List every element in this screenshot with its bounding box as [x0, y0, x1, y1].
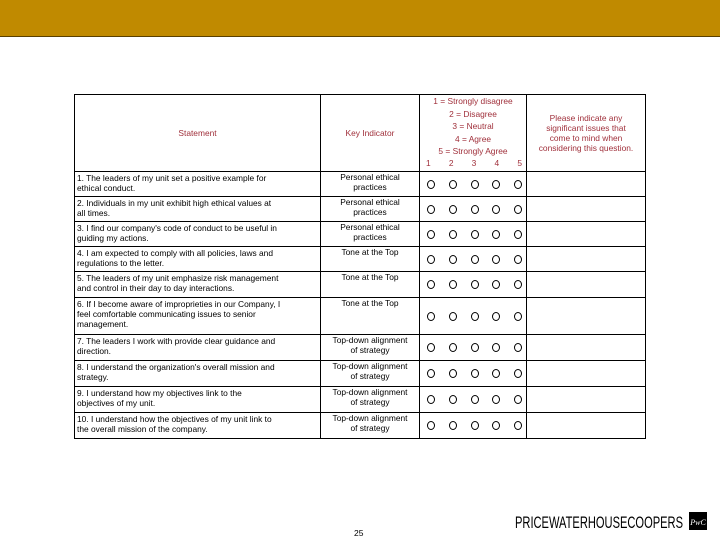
rating-option-3-radio[interactable] — [471, 280, 479, 289]
rating-option-4-radio[interactable] — [492, 205, 500, 214]
issues-cell[interactable] — [527, 197, 646, 222]
rating-option-3-radio[interactable] — [471, 312, 479, 321]
rating-cell — [420, 197, 527, 222]
rating-option-4-radio[interactable] — [492, 180, 500, 189]
issues-cell[interactable] — [527, 361, 646, 387]
rating-option-2-radio[interactable] — [449, 205, 457, 214]
rating-option-5-radio[interactable] — [514, 312, 522, 321]
rating-option-5-radio[interactable] — [514, 395, 522, 404]
statement-header: Statement — [75, 95, 321, 172]
statement-line: 7. The leaders I work with provide clear guidance and — [77, 336, 276, 346]
issues-cell[interactable] — [527, 247, 646, 272]
rating-option-5-radio[interactable] — [514, 180, 522, 189]
key-indicator-line: Personal ethical — [340, 222, 400, 232]
rating-option-3-radio[interactable] — [471, 205, 479, 214]
rating-option-3-radio[interactable] — [471, 180, 479, 189]
scale-label-line: 2 = Disagree — [449, 108, 497, 119]
rating-option-1-radio[interactable] — [427, 230, 435, 239]
key-indicator-cell — [321, 361, 420, 387]
rating-scale-legend — [420, 95, 526, 158]
key-indicator-cell — [321, 413, 420, 439]
key-indicator-cell — [321, 172, 420, 197]
page-number: 25 — [354, 528, 364, 538]
issues-header-line: come to mind when — [549, 133, 623, 143]
rating-option-1-radio[interactable] — [427, 180, 435, 189]
rating-cell — [420, 222, 527, 247]
rating-option-1-radio[interactable] — [427, 205, 435, 214]
issues-cell[interactable] — [527, 413, 646, 439]
rating-option-4-radio[interactable] — [492, 395, 500, 404]
issues-header-line: Please indicate any — [549, 112, 623, 123]
scale-label-line: 4 = Agree — [454, 133, 492, 144]
rating-option-3-radio[interactable] — [471, 369, 479, 378]
rating-option-5-radio[interactable] — [514, 369, 522, 378]
statement-line: 3. I find our company's code of conduct to be useful in — [77, 223, 277, 233]
statement-line: the overall mission of the company. — [77, 424, 208, 435]
scale-label-line: 5 = Strongly Agree — [438, 146, 508, 157]
scale-number: 3 — [471, 157, 477, 168]
issues-header-line: considering this question. — [538, 143, 634, 154]
statement-line: 2. Individuals in my unit exhibit high ethical values at — [77, 198, 272, 208]
rating-option-2-radio[interactable] — [449, 180, 457, 189]
rating-option-1-radio[interactable] — [427, 280, 435, 289]
statement-line: 8. I understand the organization's overall mission and — [77, 362, 275, 372]
rating-cell — [420, 361, 527, 387]
statement-cell — [75, 335, 321, 361]
statement-line: management. — [77, 319, 129, 330]
key-indicator-line: of strategy — [350, 397, 390, 408]
statement-line: 4. I am expected to comply with all policies, laws and — [77, 248, 273, 258]
key-indicator-cell — [321, 272, 420, 298]
rating-option-3-radio[interactable] — [471, 395, 479, 404]
table-row — [75, 272, 646, 298]
table-row — [75, 361, 646, 387]
statement-line: 9. I understand how my objectives link to the — [77, 388, 242, 398]
rating-option-2-radio[interactable] — [449, 255, 457, 264]
rating-cell — [420, 413, 527, 439]
rating-option-2-radio[interactable] — [449, 230, 457, 239]
rating-option-1-radio[interactable] — [427, 421, 435, 430]
key-indicator-header: Key Indicator — [321, 95, 420, 172]
rating-option-1-radio[interactable] — [427, 312, 435, 321]
issues-cell[interactable] — [527, 335, 646, 361]
pricewaterhousecoopers-logo — [515, 509, 710, 531]
rating-cell — [420, 335, 527, 361]
rating-cell — [420, 387, 527, 413]
statement-cell — [75, 172, 321, 197]
statement-line: strategy. — [77, 372, 109, 383]
logo-mark-text: PwC — [690, 518, 706, 527]
rating-option-4-radio[interactable] — [492, 312, 500, 321]
statement-line: guiding my actions. — [77, 233, 149, 244]
table-row — [75, 413, 646, 439]
statement-line: objectives of my unit. — [77, 398, 156, 409]
statement-line: regulations to the letter. — [77, 258, 165, 269]
key-indicator-line: practices — [353, 207, 387, 218]
rating-cell — [420, 298, 527, 335]
statement-cell — [75, 222, 321, 247]
issues-cell[interactable] — [527, 222, 646, 247]
statement-cell — [75, 361, 321, 387]
key-indicator-line: of strategy — [350, 423, 390, 434]
rating-option-2-radio[interactable] — [449, 280, 457, 289]
key-indicator-line: practices — [353, 182, 387, 193]
table-row — [75, 298, 646, 335]
key-indicator-line: Personal ethical — [340, 172, 400, 182]
rating-option-2-radio[interactable] — [449, 369, 457, 378]
key-indicator-line: Top-down alignment — [332, 413, 408, 423]
rating-option-5-radio[interactable] — [514, 343, 522, 352]
rating-option-5-radio[interactable] — [514, 205, 522, 214]
scale-number: 1 — [426, 157, 431, 168]
key-indicator-line: Top-down alignment — [332, 387, 408, 397]
table-row — [75, 247, 646, 272]
rating-option-5-radio[interactable] — [514, 280, 522, 289]
key-indicator-line: Top-down alignment — [332, 335, 408, 345]
rating-scale-numbers — [420, 158, 526, 169]
rating-option-4-radio[interactable] — [492, 343, 500, 352]
statement-cell — [75, 197, 321, 222]
rating-option-5-radio[interactable] — [514, 230, 522, 239]
rating-option-5-radio[interactable] — [514, 421, 522, 430]
statement-line: 5. The leaders of my unit emphasize risk management — [77, 273, 279, 283]
statement-line: ethical conduct. — [77, 183, 136, 194]
issues-cell[interactable] — [527, 298, 646, 335]
scale-label-line: 1 = Strongly disagree — [433, 96, 513, 106]
rating-option-3-radio[interactable] — [471, 343, 479, 352]
statement-line: feel comfortable communicating issues to senior — [77, 309, 256, 320]
statement-line: 6. If I become aware of improprieties in our Company, I — [77, 299, 281, 309]
rating-option-4-radio[interactable] — [492, 230, 500, 239]
statement-line: all times. — [77, 208, 111, 219]
issues-header-line: significant issues that — [546, 122, 626, 133]
table-row — [75, 387, 646, 413]
key-indicator-line: of strategy — [350, 371, 390, 382]
rating-option-4-radio[interactable] — [492, 369, 500, 378]
key-indicator-line: practices — [353, 232, 387, 243]
key-indicator-cell — [321, 247, 420, 272]
key-indicator-line: of strategy — [350, 345, 390, 356]
key-indicator-cell — [321, 222, 420, 247]
header-bar — [0, 0, 720, 37]
key-indicator-cell — [321, 387, 420, 413]
statement-cell — [75, 387, 321, 413]
rating-option-2-radio[interactable] — [449, 343, 457, 352]
scale-number: 2 — [448, 157, 454, 168]
key-indicator-line: Tone at the Top — [341, 247, 399, 257]
scale-label-line: 3 = Neutral — [452, 121, 494, 132]
rating-option-5-radio[interactable] — [514, 255, 522, 264]
key-indicator-cell — [321, 197, 420, 222]
statement-line: direction. — [77, 346, 111, 357]
statement-cell — [75, 247, 321, 272]
rating-option-3-radio[interactable] — [471, 255, 479, 264]
statement-cell — [75, 413, 321, 439]
rating-option-4-radio[interactable] — [492, 255, 500, 264]
table-row — [75, 222, 646, 247]
rating-option-4-radio[interactable] — [492, 421, 500, 430]
statement-cell — [75, 272, 321, 298]
scale-number: 4 — [494, 157, 500, 168]
rating-option-1-radio[interactable] — [427, 343, 435, 352]
scale-number: 5 — [517, 157, 522, 168]
table-row — [75, 335, 646, 361]
rating-cell — [420, 272, 527, 298]
rating-option-3-radio[interactable] — [471, 421, 479, 430]
key-indicator-line: Personal ethical — [340, 197, 400, 207]
key-indicator-line: Tone at the Top — [341, 272, 399, 282]
statement-cell — [75, 298, 321, 335]
issues-header — [527, 95, 646, 172]
rating-scale-header — [420, 95, 527, 172]
statement-line: 10. I understand how the objectives of my unit link to — [77, 414, 272, 424]
logo-wordmark: PRICEWATERHOUSECOOPERS — [515, 513, 683, 531]
survey-table — [74, 94, 646, 439]
issues-cell[interactable] — [527, 172, 646, 197]
rating-option-2-radio[interactable] — [449, 421, 457, 430]
key-indicator-line: Tone at the Top — [341, 298, 399, 308]
rating-cell — [420, 247, 527, 272]
rating-option-3-radio[interactable] — [471, 230, 479, 239]
rating-option-2-radio[interactable] — [449, 395, 457, 404]
table-row — [75, 172, 646, 197]
rating-cell — [420, 172, 527, 197]
rating-option-1-radio[interactable] — [427, 395, 435, 404]
statement-line: 1. The leaders of my unit set a positive example for — [77, 173, 267, 183]
rating-option-1-radio[interactable] — [427, 369, 435, 378]
rating-option-4-radio[interactable] — [492, 280, 500, 289]
key-indicator-line: Top-down alignment — [332, 361, 408, 371]
key-indicator-cell — [321, 335, 420, 361]
rating-option-2-radio[interactable] — [449, 312, 457, 321]
key-indicator-cell — [321, 298, 420, 335]
table-row — [75, 197, 646, 222]
rating-option-1-radio[interactable] — [427, 255, 435, 264]
issues-cell[interactable] — [527, 387, 646, 413]
issues-cell[interactable] — [527, 272, 646, 298]
statement-line: and control in their day to day interactions. — [77, 283, 235, 294]
